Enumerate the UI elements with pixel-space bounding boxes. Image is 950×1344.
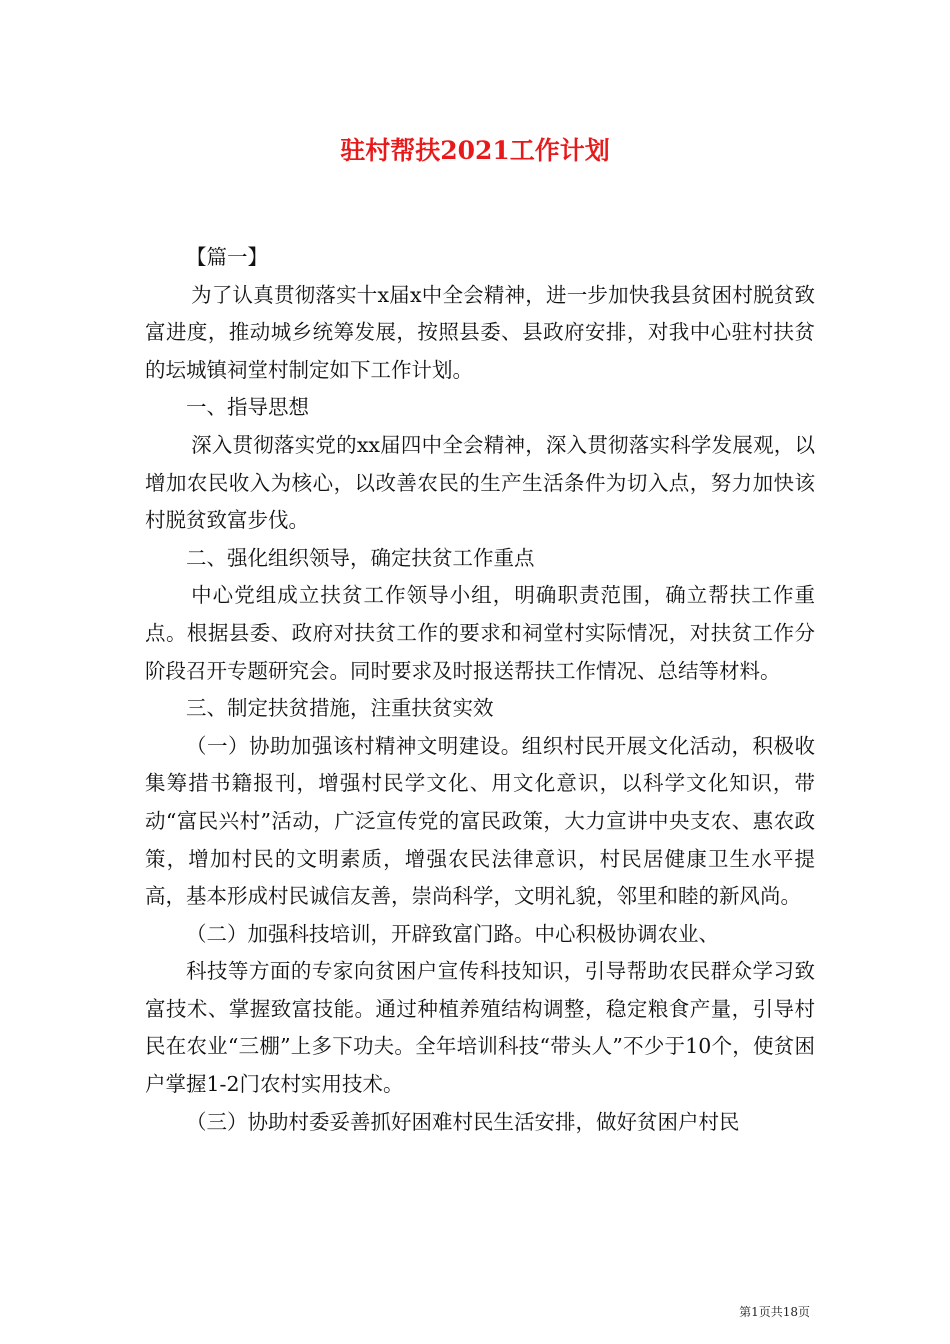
heading-guiding-thought: 一、指导思想 (186, 395, 309, 420)
paragraph-organization: 中心党组成立扶贫工作领导小组，明确职责范围，确立帮扶工作重点。根据县委、政府对扶贫工作的要求和祠堂村实际情况，对扶贫工作分阶段召开专题研究会。同时要求及时报送帮扶工作情况、总结等材料。 (145, 583, 815, 683)
page-number: 第1页共18页 (739, 1305, 810, 1319)
paragraph-measure-two-cont: 科技等方面的专家向贫困户宣传科技知识，引导帮助农民群众学习致富技术、掌握致富技能。通过种植养殖结构调整，稳定粮食产量，引导村民在农业“三棚”上多下功夫。全年培训科技“带头人”不少于10个，使贫困户掌握1-2门农村实用技术。 (145, 959, 815, 1097)
paragraph-intro: 为了认真贯彻落实十x届x中全会精神，进一步加快我县贫困村脱贫致富进度，推动城乡统筹发展，按照县委、县政府安排，对我中心驻村扶贫的坛城镇祠堂村制定如下工作计划。 (145, 282, 815, 382)
heading-organization: 二、强化组织领导，确定扶贫工作重点 (186, 545, 535, 570)
document-body (145, 239, 815, 1141)
paragraph-measure-two: （二）加强科技培训，开辟致富门路。中心积极协调农业、 (186, 921, 719, 946)
paragraph-guiding-thought: 深入贯彻落实党的xx届四中全会精神，深入贯彻落实科学发展观，以增加农民收入为核心，以改善农民的生产生活条件为切入点，努力加快该村脱贫致富步伐。 (145, 432, 815, 533)
heading-measures: 三、制定扶贫措施，注重扶贫实效 (186, 696, 494, 721)
document-title: 驻村帮扶2021工作计划 (340, 136, 610, 165)
paragraph-measure-one: （一）协助加强该村精神文明建设。组织村民开展文化活动，积极收集筹措书籍报刊，增强村民学文化、用文化意识，以科学文化知识，带动“富民兴村”活动，广泛宣传党的富民政策，大力宣讲中央支农、惠农政策，增加村民的文明素质，增强农民法律意识，村民居健康卫生水平提高，基本形成村民诚信友善，崇尚科学，文明礼貌，邻里和睦的新风尚。 (145, 733, 815, 909)
section-label: 【篇一】 (186, 245, 268, 269)
paragraph-measure-three: （三）协助村委妥善抓好困难村民生活安排，做好贫困户村民 (186, 1109, 740, 1134)
